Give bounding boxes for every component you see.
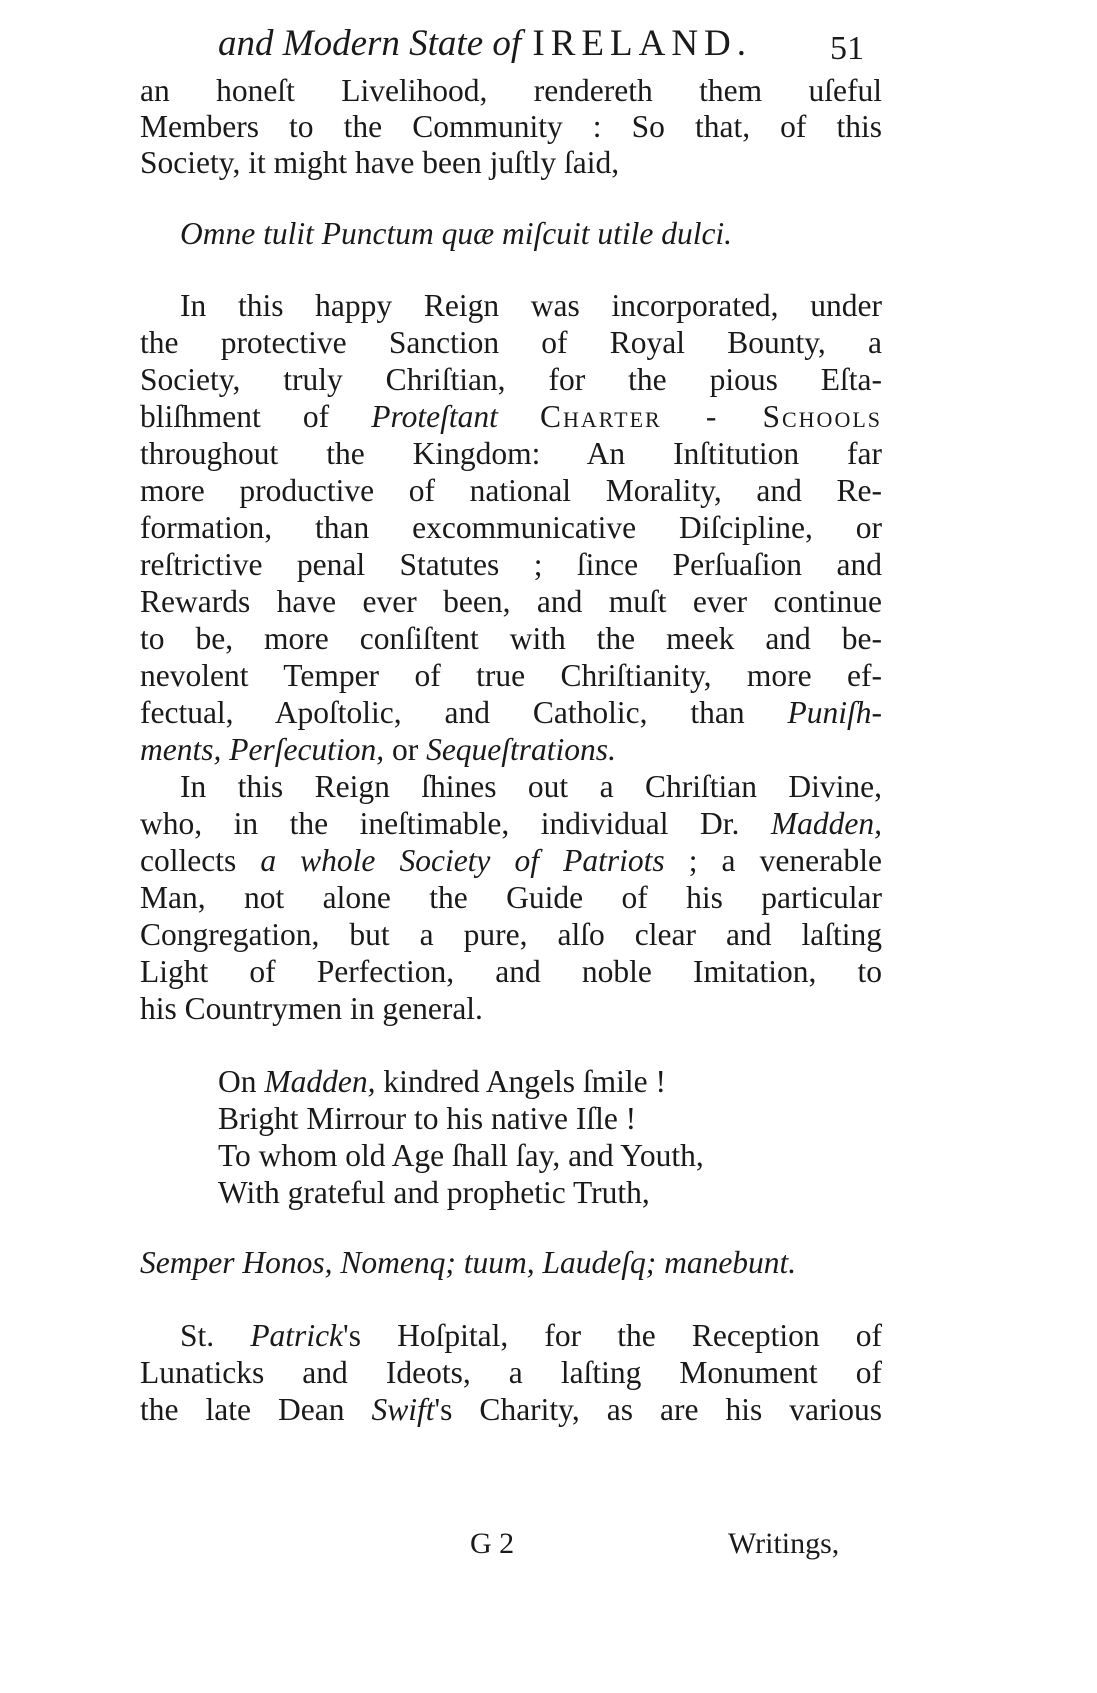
text-line <box>140 694 882 732</box>
signature-mark: G 2 <box>470 1527 515 1560</box>
text-run: or <box>391 732 419 767</box>
text-line: Rewards have ever been, and muſt ever continue <box>140 584 882 619</box>
text-line: more productive of national Morality, and Re- <box>140 473 882 508</box>
text-line: Lunaticks and Ideots, a laſting Monument of <box>140 1355 882 1390</box>
text-run: who, in the ineſtimable, individual Dr. <box>140 806 740 841</box>
text-line: Light of Perfection, and noble Imitation, to <box>140 954 882 989</box>
catchword: Writings, <box>728 1527 840 1560</box>
italic-run: Swift <box>371 1392 435 1427</box>
italic-run: a whole Society of Patriots <box>260 843 665 878</box>
text-run: ; a venerable <box>688 843 883 878</box>
italic-run: ments, Perſecution, <box>140 732 385 767</box>
text-run: collects <box>140 843 237 878</box>
latin-quotation: Semper Honos, Nomenq; tuum, Laudeſq; manebunt. <box>140 1245 797 1280</box>
text-run: kindred Angels ſmile ! <box>383 1064 666 1099</box>
italic-run: Madden, <box>770 806 882 841</box>
italic-run: Madden, <box>264 1064 376 1099</box>
running-title-italic: and Modern State of <box>218 23 522 64</box>
text-run: On <box>218 1064 257 1099</box>
text-line: Members to the Community : So that, of this <box>140 109 882 144</box>
verse-line: With grateful and prophetic Truth, <box>218 1175 650 1210</box>
verse-line <box>218 1063 666 1101</box>
text-line <box>140 1391 882 1429</box>
latin-quotation: Omne tulit Punctum quæ miſcuit utile dulci. <box>180 216 733 251</box>
text-line: Congregation, but a pure, alſo clear and laſting <box>140 917 882 952</box>
text-line <box>140 731 616 769</box>
text-run: fectual, Apoſtolic, and Catholic, than <box>140 695 745 730</box>
text-line: his Countrymen in general. <box>140 991 483 1026</box>
text-run: 's Charity, as are his various <box>434 1392 882 1427</box>
text-run: 's Hoſpital, for the Reception of <box>343 1318 882 1353</box>
text-line: reſtrictive penal Statutes ; ſince Perſuaſion and <box>140 547 882 582</box>
text-line: nevolent Temper of true Chriſtianity, more ef- <box>140 658 882 693</box>
italic-run: Patrick <box>250 1318 344 1353</box>
running-title-caps: IRELAND. <box>532 23 753 64</box>
text-line: Society, truly Chriſtian, for the pious Eſta- <box>140 362 882 397</box>
text-run: the late Dean <box>140 1392 345 1427</box>
verse-line: Bright Mirrour to his native Iſle ! <box>218 1101 637 1136</box>
text-line: Society, it might have been juſtly ſaid, <box>140 145 620 180</box>
text-line <box>140 398 882 436</box>
page-number: 51 <box>830 30 864 67</box>
text-line <box>140 805 882 843</box>
text-line: throughout the Kingdom: An Inſtitution far <box>140 436 882 471</box>
text-line: In this Reign ſhines out a Chriſtian Divine, <box>180 769 882 804</box>
running-header <box>218 22 898 72</box>
text-line: an honeſt Livelihood, rendereth them uſeful <box>140 73 882 108</box>
text-run: St. <box>180 1318 215 1353</box>
italic-run: Puniſh- <box>787 695 882 730</box>
text-line: Man, not alone the Guide of his particular <box>140 880 882 915</box>
text-line: the protective Sanction of Royal Bounty, a <box>140 325 882 360</box>
text-line: formation, than excommunicative Diſcipline, or <box>140 510 882 545</box>
text-line: In this happy Reign was incorporated, under <box>180 288 882 323</box>
italic-run: Proteſtant <box>371 399 498 434</box>
text-line <box>140 842 882 880</box>
verse-line: To whom old Age ſhall ſay, and Youth, <box>218 1138 704 1173</box>
text-line <box>180 1317 882 1355</box>
text-run: bliſhment of <box>140 399 330 434</box>
text-line: to be, more conſiſtent with the meek and be- <box>140 621 882 656</box>
small-caps-run: Charter - Schools <box>540 399 883 434</box>
italic-run: Sequeſtrations. <box>426 732 616 767</box>
